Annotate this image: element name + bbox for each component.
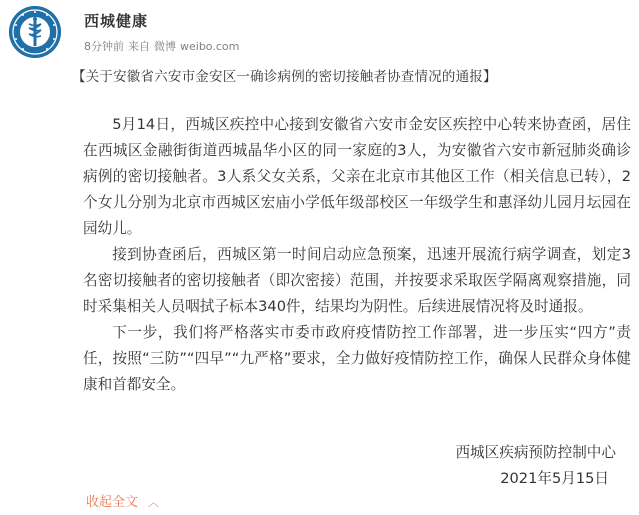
post-source[interactable]: 微博 bbox=[154, 40, 176, 53]
collapse-label: 收起全文 bbox=[86, 495, 139, 510]
post-title: 【关于安徽省六安市金安区一确诊病例的密切接触者协查情况的通报】 bbox=[72, 69, 497, 85]
signature-org: 西城区疾病预防控制中心 bbox=[455, 444, 616, 461]
paragraph-3: 下一步，我们将严格落实市委市政府疫情防控工作部署，进一步压实“四方”责任，按照“三防”“四早”“九严格”要求，全力做好疫情防控工作，确保人民群众身体健康和首都安全。 bbox=[83, 324, 631, 393]
via-label: 来自 bbox=[128, 40, 150, 53]
post-meta bbox=[84, 38, 243, 54]
post-header bbox=[9, 6, 629, 60]
post-time[interactable]: 8分钟前 bbox=[84, 40, 124, 53]
signature-date: 2021年5月15日 bbox=[500, 470, 609, 487]
paragraph-2: 接到协查函后，西城区第一时间启动应急预案，迅速开展流行病学调查，划定3名密切接触者的密切接触者（即次密接）范围，并按要求采取医学隔离观察措施，同时采集相关人员咽拭子标本340件，结果均为阴性。后续进展情况将及时通报。 bbox=[83, 246, 631, 315]
paragraph-1: 5月14日，西城区疾控中心接到安徽省六安市金安区疾控中心转来协查函，居住在西城区金融街街道西城晶华小区的同一家庭的3人，为安徽省六安市新冠肺炎确诊病例的密切接触者。3人系父女关系，父亲在北京市其他区工作（相关信息已转），2个女儿分别为北京市西城区宏庙小学低年级部校区一年级学生和惠泽幼儿园月坛园在园幼儿。 bbox=[83, 116, 631, 237]
avatar[interactable] bbox=[9, 6, 61, 58]
chevron-up-icon: ︿ bbox=[148, 496, 160, 509]
account-name[interactable]: 西城健康 bbox=[84, 12, 149, 30]
collapse-button[interactable] bbox=[86, 491, 159, 510]
health-commission-logo-icon bbox=[9, 6, 61, 58]
post-body bbox=[83, 112, 631, 398]
source-domain: weibo.com bbox=[180, 40, 240, 53]
